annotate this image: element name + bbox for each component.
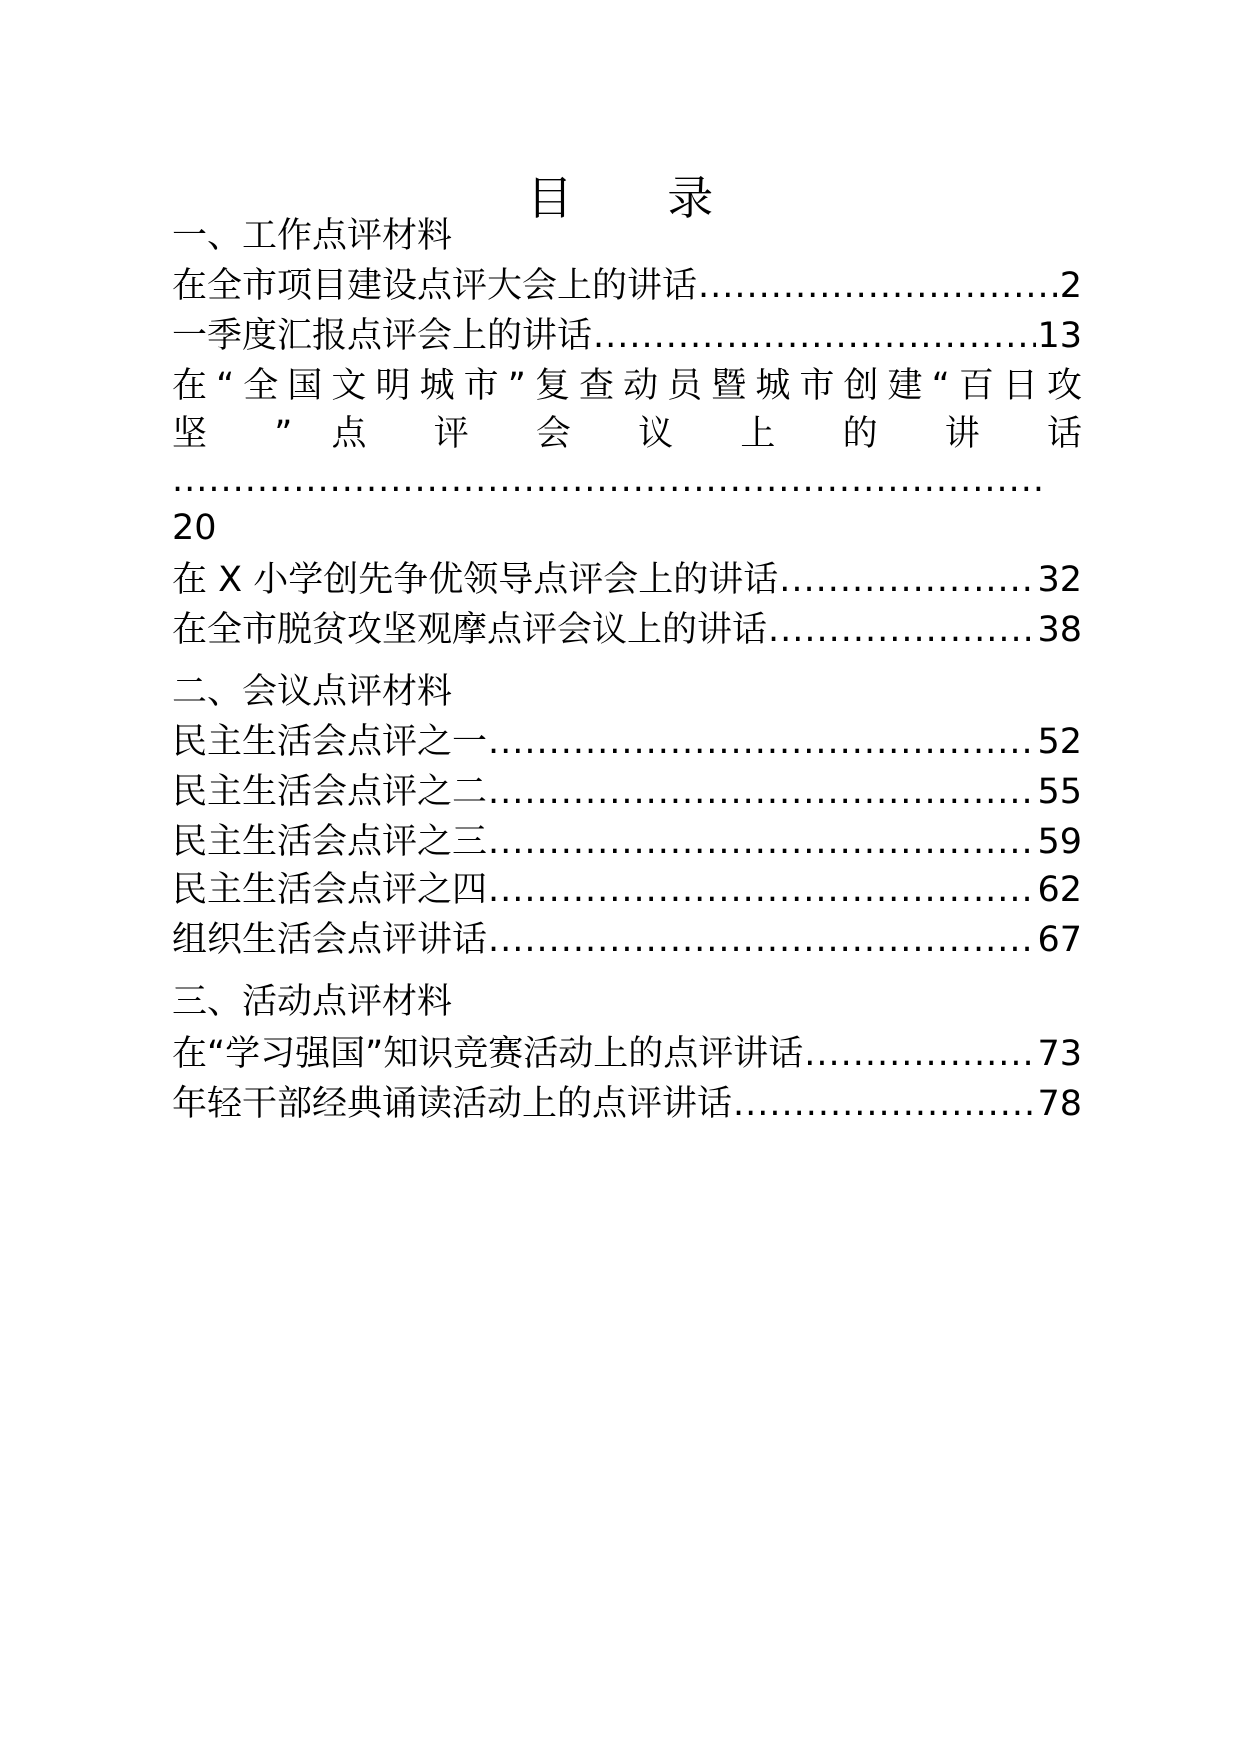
toc-entry[interactable]	[172, 718, 1082, 766]
dot-leader	[698, 262, 1059, 310]
toc-entry[interactable]	[172, 606, 1082, 654]
toc-entry[interactable]	[172, 916, 1082, 964]
entry-page-number: 20	[172, 508, 217, 548]
entry-title: 在 X 小学创先争优领导点评会上的讲话	[172, 560, 779, 600]
entry-page-number: 13	[1037, 316, 1082, 356]
section-heading-3: 三、活动点评材料	[172, 982, 453, 1022]
entry-page-number: 38	[1037, 610, 1082, 650]
entry-title: 民主生活会点评之三	[172, 822, 488, 862]
dot-leader	[779, 556, 1036, 604]
dot-leader	[733, 1080, 1036, 1128]
toc-entry[interactable]	[172, 1080, 1082, 1128]
section-heading-2: 二、会议点评材料	[172, 672, 453, 712]
entry-title: 一季度汇报点评会上的讲话	[172, 316, 593, 356]
dot-leader	[488, 768, 1036, 816]
toc-entry[interactable]	[172, 1030, 1082, 1078]
toc-entry[interactable]	[172, 818, 1082, 866]
section-heading-1: 一、工作点评材料	[172, 216, 453, 256]
entry-title: 在全市项目建设点评大会上的讲话	[172, 266, 698, 306]
dot-leader-row	[172, 456, 1082, 504]
dot-leader	[804, 1030, 1036, 1078]
entry-title: 民主生活会点评之一	[172, 722, 488, 762]
dot-leader	[768, 606, 1036, 654]
entry-title: 在“学习强国”知识竞赛活动上的点评讲话	[172, 1034, 804, 1074]
entry-page-number: 2	[1059, 266, 1082, 306]
toc-entry[interactable]	[172, 312, 1082, 360]
entry-page-number: 59	[1037, 822, 1082, 862]
entry-title: 在全市脱贫攻坚观摩点评会议上的讲话	[172, 610, 768, 650]
toc-entry[interactable]	[172, 768, 1082, 816]
entry-title: 年轻干部经典诵读活动上的点评讲话	[172, 1084, 733, 1124]
entry-page-number: 55	[1037, 772, 1082, 812]
dot-leader	[488, 818, 1036, 866]
entry-page-number: 62	[1037, 870, 1082, 910]
entry-title: 民主生活会点评之二	[172, 772, 488, 812]
entry-page-number: 32	[1037, 560, 1082, 600]
entry-title-line-2[interactable]: 坚 ” 点 评 会 议 上 的 讲 话	[172, 414, 1082, 454]
entry-page-number: 52	[1037, 722, 1082, 762]
entry-title-line-1[interactable]: 在“全国文明城市”复查动员暨城市创建“百日攻	[172, 366, 1082, 406]
dot-leader	[593, 312, 1036, 360]
toc-entry[interactable]	[172, 262, 1082, 310]
entry-page-number: 73	[1037, 1034, 1082, 1074]
toc-entry[interactable]	[172, 556, 1082, 604]
toc-title: 目 录	[526, 171, 754, 225]
entry-title: 民主生活会点评之四	[172, 870, 488, 910]
dot-leader	[488, 916, 1036, 964]
toc-entry[interactable]	[172, 866, 1082, 914]
entry-page-number: 67	[1037, 920, 1082, 960]
entry-page-number: 78	[1037, 1084, 1082, 1124]
dot-leader	[488, 718, 1036, 766]
dot-leader	[488, 866, 1036, 914]
entry-title: 组织生活会点评讲话	[172, 920, 488, 960]
